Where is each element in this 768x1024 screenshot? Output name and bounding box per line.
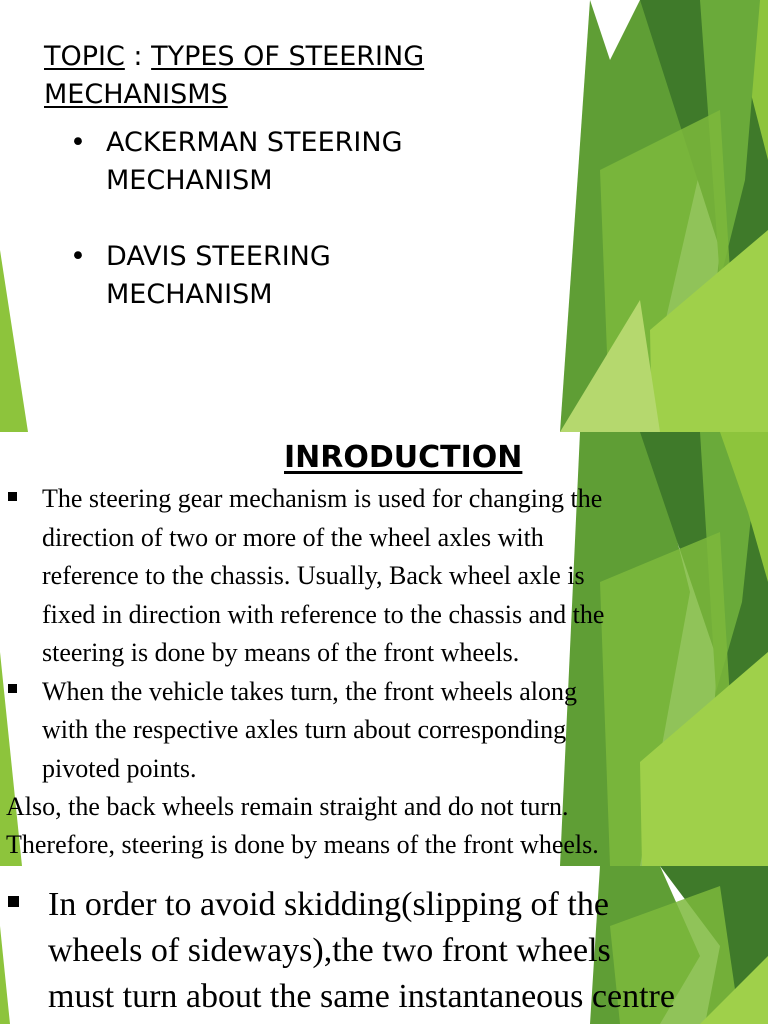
skid-bullet-line-1: In order to avoid skidding(slipping of the [48,886,609,923]
skid-bullet-line-2: wheels of sideways),the two front wheels [48,932,611,969]
intro-bullet-2-line-1: When the vehicle takes turn, the front wheels along [42,677,577,706]
bullet-ackerman [70,124,403,162]
bullet-text: MECHANISM [106,165,273,196]
topic-title-line1: TYPES OF STEERING [151,41,425,72]
intro-bullet-1-line-4: fixed in direction with reference to the chassis and the [42,600,605,629]
bullet-dot-icon: • [70,127,86,158]
square-bullet-icon [8,492,17,501]
bullet-text: DAVIS STEERING [106,241,331,272]
bullet-text: MECHANISM [106,279,273,310]
topic-heading-line2 [44,76,228,114]
square-bullet-icon [8,896,19,907]
intro-bullet-1-line-3: reference to the chassis. Usually, Back wheel axle is [42,561,585,590]
intro-bullet-2-line-3: pivoted points. [42,754,197,783]
topic-title-line2: MECHANISMS [44,79,228,110]
intro-bullet-1-line-5: steering is done by means of the front wheels. [42,638,520,667]
intro-bullet-2-line-2: with the respective axles turn about corresponding [42,715,567,744]
square-bullet-icon [8,684,17,693]
topic-label: TOPIC [44,41,125,72]
skid-bullet-line-3: must turn about the same instantaneous centre [48,978,675,1015]
intro-plain-line-2: Therefore, steering is done by means of the front wheels. [6,830,599,859]
topic-separator: : [124,41,152,72]
bullet-davis [70,238,331,276]
slide-1 [0,0,768,432]
introduction-title: INRODUCTION [284,440,523,475]
bullet-text: ACKERMAN STEERING [106,127,403,158]
topic-heading [44,38,424,76]
intro-bullet-1-line-2: direction of two or more of the wheel axles with [42,523,544,552]
bullet-dot-icon: • [70,241,86,272]
intro-plain-line-1: Also, the back wheels remain straight and do not turn. [6,792,569,821]
intro-bullet-1-line-1: The steering gear mechanism is used for changing the [42,484,603,513]
